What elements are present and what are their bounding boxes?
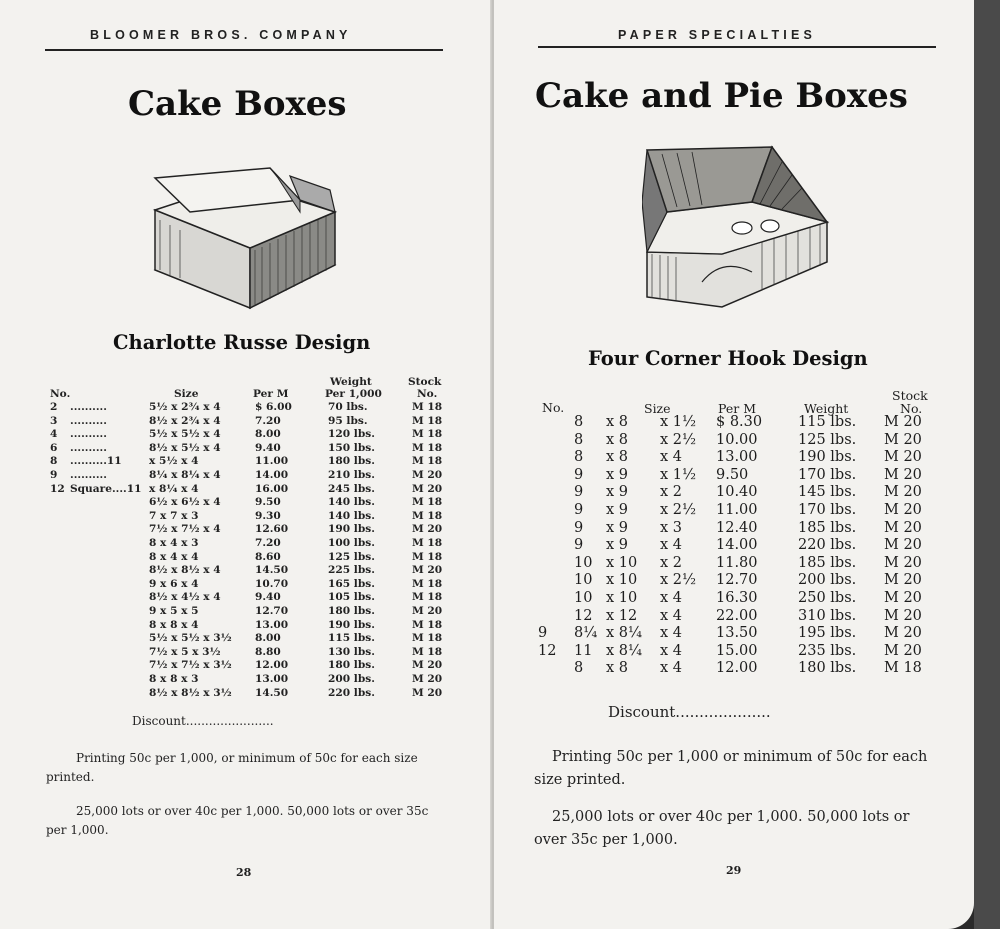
row-size-height: x 4 (660, 537, 683, 554)
header-size: Size (644, 401, 671, 416)
row-size-width: x 9 (606, 502, 629, 518)
table-row (50, 455, 470, 468)
row-price: 8.00 (255, 428, 281, 441)
row-weight: 105 lbs. (328, 591, 375, 604)
row-weight: 70 lbs. (328, 401, 368, 413)
row-price: 8.60 (255, 550, 281, 563)
row-weight: 180 lbs. (328, 659, 375, 672)
row-leader: Square....11 (70, 482, 142, 495)
table-row (538, 660, 958, 678)
table-row (538, 449, 958, 467)
row-price: 10.70 (255, 577, 289, 590)
left-printing-note: Printing 50c per 1,000, or minimum of 50c for each size printed. (46, 751, 418, 784)
row-weight: 210 lbs. (328, 469, 375, 481)
row-weight: 185 lbs. (798, 554, 857, 571)
row-price: 15.00 (716, 642, 758, 659)
row-size-width: x 9 (606, 537, 629, 554)
row-weight: 140 lbs. (328, 509, 375, 522)
row-stock: M 18 (412, 632, 443, 645)
row-size: 7½ x 7½ x 3½ (149, 659, 232, 672)
row-price: 14.00 (716, 537, 758, 554)
table-row (50, 483, 470, 496)
header-stock-no: No. (900, 401, 923, 416)
table-row (538, 537, 958, 555)
row-number: 9 (538, 625, 548, 642)
right-page (494, 0, 974, 929)
table-row (50, 551, 470, 564)
row-size: 7 x 7 x 3 (149, 509, 199, 522)
row-size-width: x 8¼ (606, 642, 643, 659)
row-number: 9 (50, 469, 58, 481)
row-size-width: x 10 (606, 554, 638, 571)
row-stock: M 18 (412, 509, 443, 522)
row-number: 3 (50, 414, 58, 427)
table-row (538, 590, 958, 608)
row-stock: M 18 (412, 496, 443, 509)
table-row (538, 608, 958, 626)
row-stock: M 20 (412, 469, 443, 481)
row-size-width: x 12 (606, 607, 638, 624)
right-running-head: PAPER SPECIALTIES (618, 28, 817, 42)
right-page-number: 29 (726, 864, 742, 877)
row-size-length: 10 (574, 572, 593, 589)
header-per-m: Per M (253, 388, 289, 400)
row-size: 8 x 4 x 3 (149, 537, 199, 549)
row-price: 12.60 (255, 523, 289, 536)
row-weight: 145 lbs. (798, 484, 857, 501)
table-row (50, 415, 470, 428)
row-size-height: x 4 (660, 660, 683, 677)
row-size: 8¼ x 8¼ x 4 (149, 469, 221, 481)
row-number: 12 (50, 482, 65, 495)
row-size-length: 8 (574, 449, 584, 466)
table-row (50, 646, 470, 659)
row-price: 11.00 (255, 455, 289, 468)
right-page-title: Cake and Pie Boxes (535, 76, 908, 116)
table-row (538, 432, 958, 450)
row-size: 7½ x 7½ x 4 (149, 523, 221, 536)
left-page-number: 28 (236, 866, 252, 879)
row-price: 11.80 (716, 554, 758, 571)
row-size-height: x 3 (660, 519, 683, 536)
row-size-width: x 10 (606, 590, 638, 606)
row-number: 6 (50, 441, 58, 454)
row-size: 5½ x 5½ x 4 (149, 428, 221, 441)
row-weight: 125 lbs. (328, 550, 375, 563)
row-weight: 220 lbs. (798, 537, 857, 554)
row-size-height: x 1½ (660, 414, 697, 430)
row-size-width: x 10 (606, 572, 638, 589)
book-edge (974, 0, 1000, 929)
table-row (50, 523, 470, 536)
row-stock: M 18 (412, 428, 443, 441)
row-leader: ..........11 (70, 455, 122, 468)
row-price: 16.30 (716, 590, 758, 606)
row-size-height: x 4 (660, 449, 683, 466)
table-row (50, 632, 470, 645)
table-row (538, 555, 958, 573)
row-leader: .......... (70, 428, 107, 441)
row-price: 9.40 (255, 591, 281, 604)
row-stock: M 18 (412, 441, 443, 454)
row-stock: M 20 (412, 659, 443, 672)
row-weight: 150 lbs. (328, 441, 375, 454)
row-weight: 115 lbs. (328, 632, 375, 645)
row-leader: .......... (70, 414, 107, 427)
row-size: 5½ x 5½ x 3½ (149, 632, 232, 645)
row-price: 14.50 (255, 686, 289, 699)
row-number: 8 (50, 455, 58, 468)
row-size: 9 x 5 x 5 (149, 605, 199, 617)
row-weight: 170 lbs. (798, 466, 857, 483)
row-weight: 115 lbs. (798, 414, 857, 430)
row-price: 12.70 (716, 572, 758, 589)
row-size-height: x 4 (660, 590, 683, 606)
row-price: 12.00 (716, 660, 758, 677)
row-size-height: x 2½ (660, 572, 697, 589)
table-row (50, 469, 470, 482)
row-price: 10.40 (716, 484, 758, 501)
row-size-length: 9 (574, 502, 584, 518)
row-size-length: 8¼ (574, 625, 598, 642)
left-header-rule (45, 49, 443, 51)
row-price: 9.50 (255, 496, 281, 509)
row-size-length: 8 (574, 660, 584, 677)
row-price: 14.50 (255, 564, 289, 577)
left-page (0, 0, 492, 929)
row-size-length: 8 (574, 414, 584, 430)
table-row (50, 619, 470, 632)
header-no: No. (50, 388, 71, 400)
left-page-title: Cake Boxes (128, 84, 347, 124)
row-weight: 180 lbs. (328, 605, 375, 617)
row-stock: M 20 (884, 607, 922, 624)
row-size-length: 9 (574, 466, 584, 483)
row-stock: M 20 (412, 523, 443, 536)
row-size: 8½ x 8½ x 4 (149, 564, 221, 577)
row-weight: 310 lbs. (798, 607, 857, 624)
row-stock: M 18 (412, 618, 443, 631)
row-stock: M 18 (412, 414, 443, 427)
row-price: 9.40 (255, 441, 281, 454)
row-stock: M 18 (412, 401, 443, 413)
row-leader: .......... (70, 441, 107, 454)
row-stock: M 20 (884, 590, 922, 606)
row-weight: 225 lbs. (328, 564, 375, 577)
left-lots-note: 25,000 lots or over 40c per 1,000. 50,000 lots or over 35c per 1,000. (46, 804, 429, 837)
row-size: 8½ x 8½ x 3½ (149, 686, 232, 699)
pie-box-icon (642, 142, 832, 314)
right-design-name: Four Corner Hook Design (588, 347, 868, 370)
row-stock: M 20 (884, 537, 922, 554)
row-stock: M 18 (412, 537, 443, 549)
row-size-length: 10 (574, 554, 593, 571)
table-row (50, 578, 470, 591)
row-size: 5½ x 2¾ x 4 (149, 401, 221, 413)
row-weight: 235 lbs. (798, 642, 857, 659)
row-size-height: x 4 (660, 642, 683, 659)
row-size-length: 10 (574, 590, 593, 606)
row-weight: 250 lbs. (798, 590, 857, 606)
row-number: 4 (50, 428, 58, 441)
row-price: $ 8.30 (716, 414, 763, 430)
header-weight: Weight (804, 401, 849, 416)
row-size-width: x 8 (606, 660, 629, 677)
row-stock: M 20 (884, 572, 922, 589)
row-weight: 190 lbs. (798, 449, 857, 466)
row-stock: M 20 (884, 449, 922, 466)
right-printing-note: Printing 50c per 1,000 or minimum of 50c for each size printed. (534, 749, 928, 788)
table-row (50, 605, 470, 618)
row-weight: 220 lbs. (328, 686, 375, 699)
row-weight: 180 lbs. (798, 660, 857, 677)
row-weight: 130 lbs. (328, 645, 375, 658)
row-stock: M 20 (412, 564, 443, 577)
row-weight: 95 lbs. (328, 414, 368, 427)
row-stock: M 18 (412, 645, 443, 658)
row-stock: M 20 (884, 431, 922, 448)
row-size-length: 8 (574, 431, 584, 448)
row-price: 8.80 (255, 645, 281, 658)
row-size-height: x 4 (660, 625, 683, 642)
row-size-width: x 9 (606, 484, 629, 501)
table-row (538, 520, 958, 538)
row-stock: M 18 (412, 591, 443, 604)
header-weight: Weight (330, 376, 372, 388)
table-row (538, 484, 958, 502)
row-size-length: 9 (574, 519, 584, 536)
row-weight: 170 lbs. (798, 502, 857, 518)
row-weight: 245 lbs. (328, 482, 375, 495)
header-stock: Stock (408, 376, 442, 388)
row-weight: 165 lbs. (328, 577, 375, 590)
row-size: 6½ x 6½ x 4 (149, 496, 221, 509)
row-size-width: x 8 (606, 449, 629, 466)
row-price: 7.20 (255, 537, 281, 549)
table-row (50, 591, 470, 604)
row-price: 12.40 (716, 519, 758, 536)
header-no: No. (542, 400, 565, 415)
row-price: 13.00 (255, 618, 289, 631)
row-size: 8½ x 5½ x 4 (149, 441, 221, 454)
row-price: 13.00 (255, 673, 289, 685)
row-size: x 5½ x 4 (149, 455, 199, 468)
row-price: $ 6.00 (255, 401, 292, 413)
row-size-height: x 2 (660, 484, 683, 501)
table-row (50, 659, 470, 672)
row-size-width: x 8 (606, 414, 629, 430)
left-running-head: BLOOMER BROS. COMPANY (90, 28, 352, 42)
table-row (50, 510, 470, 523)
row-stock: M 18 (412, 550, 443, 563)
row-price: 7.20 (255, 414, 281, 427)
table-row (538, 625, 958, 643)
table-row (50, 687, 470, 700)
row-size-length: 9 (574, 484, 584, 501)
right-discount: Discount.................... (608, 703, 771, 721)
row-weight: 180 lbs. (328, 455, 375, 468)
row-size-width: x 8¼ (606, 625, 643, 642)
table-row (538, 502, 958, 520)
row-size: 8½ x 2¾ x 4 (149, 414, 221, 427)
table-row (50, 564, 470, 577)
row-size: 9 x 6 x 4 (149, 577, 199, 590)
row-weight: 185 lbs. (798, 519, 857, 536)
header-per-1000: Per 1,000 (325, 388, 382, 400)
row-size: 8 x 8 x 4 (149, 618, 199, 631)
row-stock: M 20 (884, 642, 922, 659)
table-row (538, 572, 958, 590)
row-price: 8.00 (255, 632, 281, 645)
left-design-name: Charlotte Russe Design (113, 331, 371, 354)
row-size: 8 x 8 x 3 (149, 673, 199, 685)
right-header-rule (538, 46, 936, 48)
row-price: 13.50 (716, 625, 758, 642)
row-stock: M 18 (884, 660, 922, 677)
row-stock: M 20 (412, 673, 443, 685)
row-size-width: x 9 (606, 519, 629, 536)
row-price: 16.00 (255, 482, 289, 495)
row-weight: 200 lbs. (328, 673, 375, 685)
row-weight: 190 lbs. (328, 523, 375, 536)
row-weight: 195 lbs. (798, 625, 857, 642)
row-price: 12.70 (255, 605, 289, 617)
row-number: 12 (538, 642, 557, 659)
header-stock-no: No. (417, 388, 438, 400)
row-stock: M 20 (884, 484, 922, 501)
table-row (50, 496, 470, 509)
left-discount: Discount....................... (132, 714, 274, 728)
row-stock: M 20 (412, 482, 443, 495)
row-weight: 140 lbs. (328, 496, 375, 509)
table-row (50, 428, 470, 441)
table-row (50, 673, 470, 686)
row-stock: M 20 (884, 625, 922, 642)
row-size-length: 9 (574, 537, 584, 554)
table-row (50, 537, 470, 550)
table-row (50, 401, 470, 414)
row-size: x 8¼ x 4 (149, 482, 199, 495)
row-size-length: 12 (574, 607, 593, 624)
header-per-m: Per M (718, 401, 756, 416)
row-size-width: x 9 (606, 466, 629, 483)
row-price: 12.00 (255, 659, 289, 672)
row-size: 8 x 4 x 4 (149, 550, 199, 563)
row-size-width: x 8 (606, 431, 629, 448)
row-size-height: x 2 (660, 554, 683, 571)
row-price: 9.50 (716, 466, 749, 483)
row-price: 10.00 (716, 431, 758, 448)
row-weight: 100 lbs. (328, 537, 375, 549)
table-row (50, 442, 470, 455)
table-row (538, 643, 958, 661)
table-row (538, 467, 958, 485)
row-price: 22.00 (716, 607, 758, 624)
header-size: Size (174, 388, 199, 400)
row-weight: 125 lbs. (798, 431, 857, 448)
row-price: 13.00 (716, 449, 758, 466)
right-lots-note: 25,000 lots or over 40c per 1,000. 50,000 lots or over 35c per 1,000. (534, 809, 910, 848)
row-stock: M 20 (884, 414, 922, 430)
row-stock: M 20 (412, 686, 443, 699)
row-weight: 120 lbs. (328, 428, 375, 441)
row-price: 11.00 (716, 502, 758, 518)
row-size-height: x 4 (660, 607, 683, 624)
row-stock: M 20 (884, 466, 922, 483)
row-leader: .......... (70, 469, 107, 481)
table-row (538, 414, 958, 432)
row-price: 9.30 (255, 509, 281, 522)
row-size: 8½ x 4½ x 4 (149, 591, 221, 604)
row-size-height: x 2½ (660, 431, 697, 448)
row-weight: 190 lbs. (328, 618, 375, 631)
row-stock: M 20 (412, 605, 443, 617)
row-stock: M 20 (884, 519, 922, 536)
row-size: 7½ x 5 x 3½ (149, 645, 221, 658)
row-number: 2 (50, 401, 58, 413)
row-size-length: 11 (574, 642, 593, 659)
row-size-height: x 2½ (660, 502, 697, 518)
row-leader: .......... (70, 401, 107, 413)
row-stock: M 18 (412, 455, 443, 468)
row-stock: M 18 (412, 577, 443, 590)
row-size-height: x 1½ (660, 466, 697, 483)
row-stock: M 20 (884, 502, 922, 518)
header-stock: Stock (892, 388, 928, 403)
cake-box-icon (150, 160, 340, 315)
row-price: 14.00 (255, 469, 289, 481)
row-weight: 200 lbs. (798, 572, 857, 589)
row-stock: M 20 (884, 554, 922, 571)
